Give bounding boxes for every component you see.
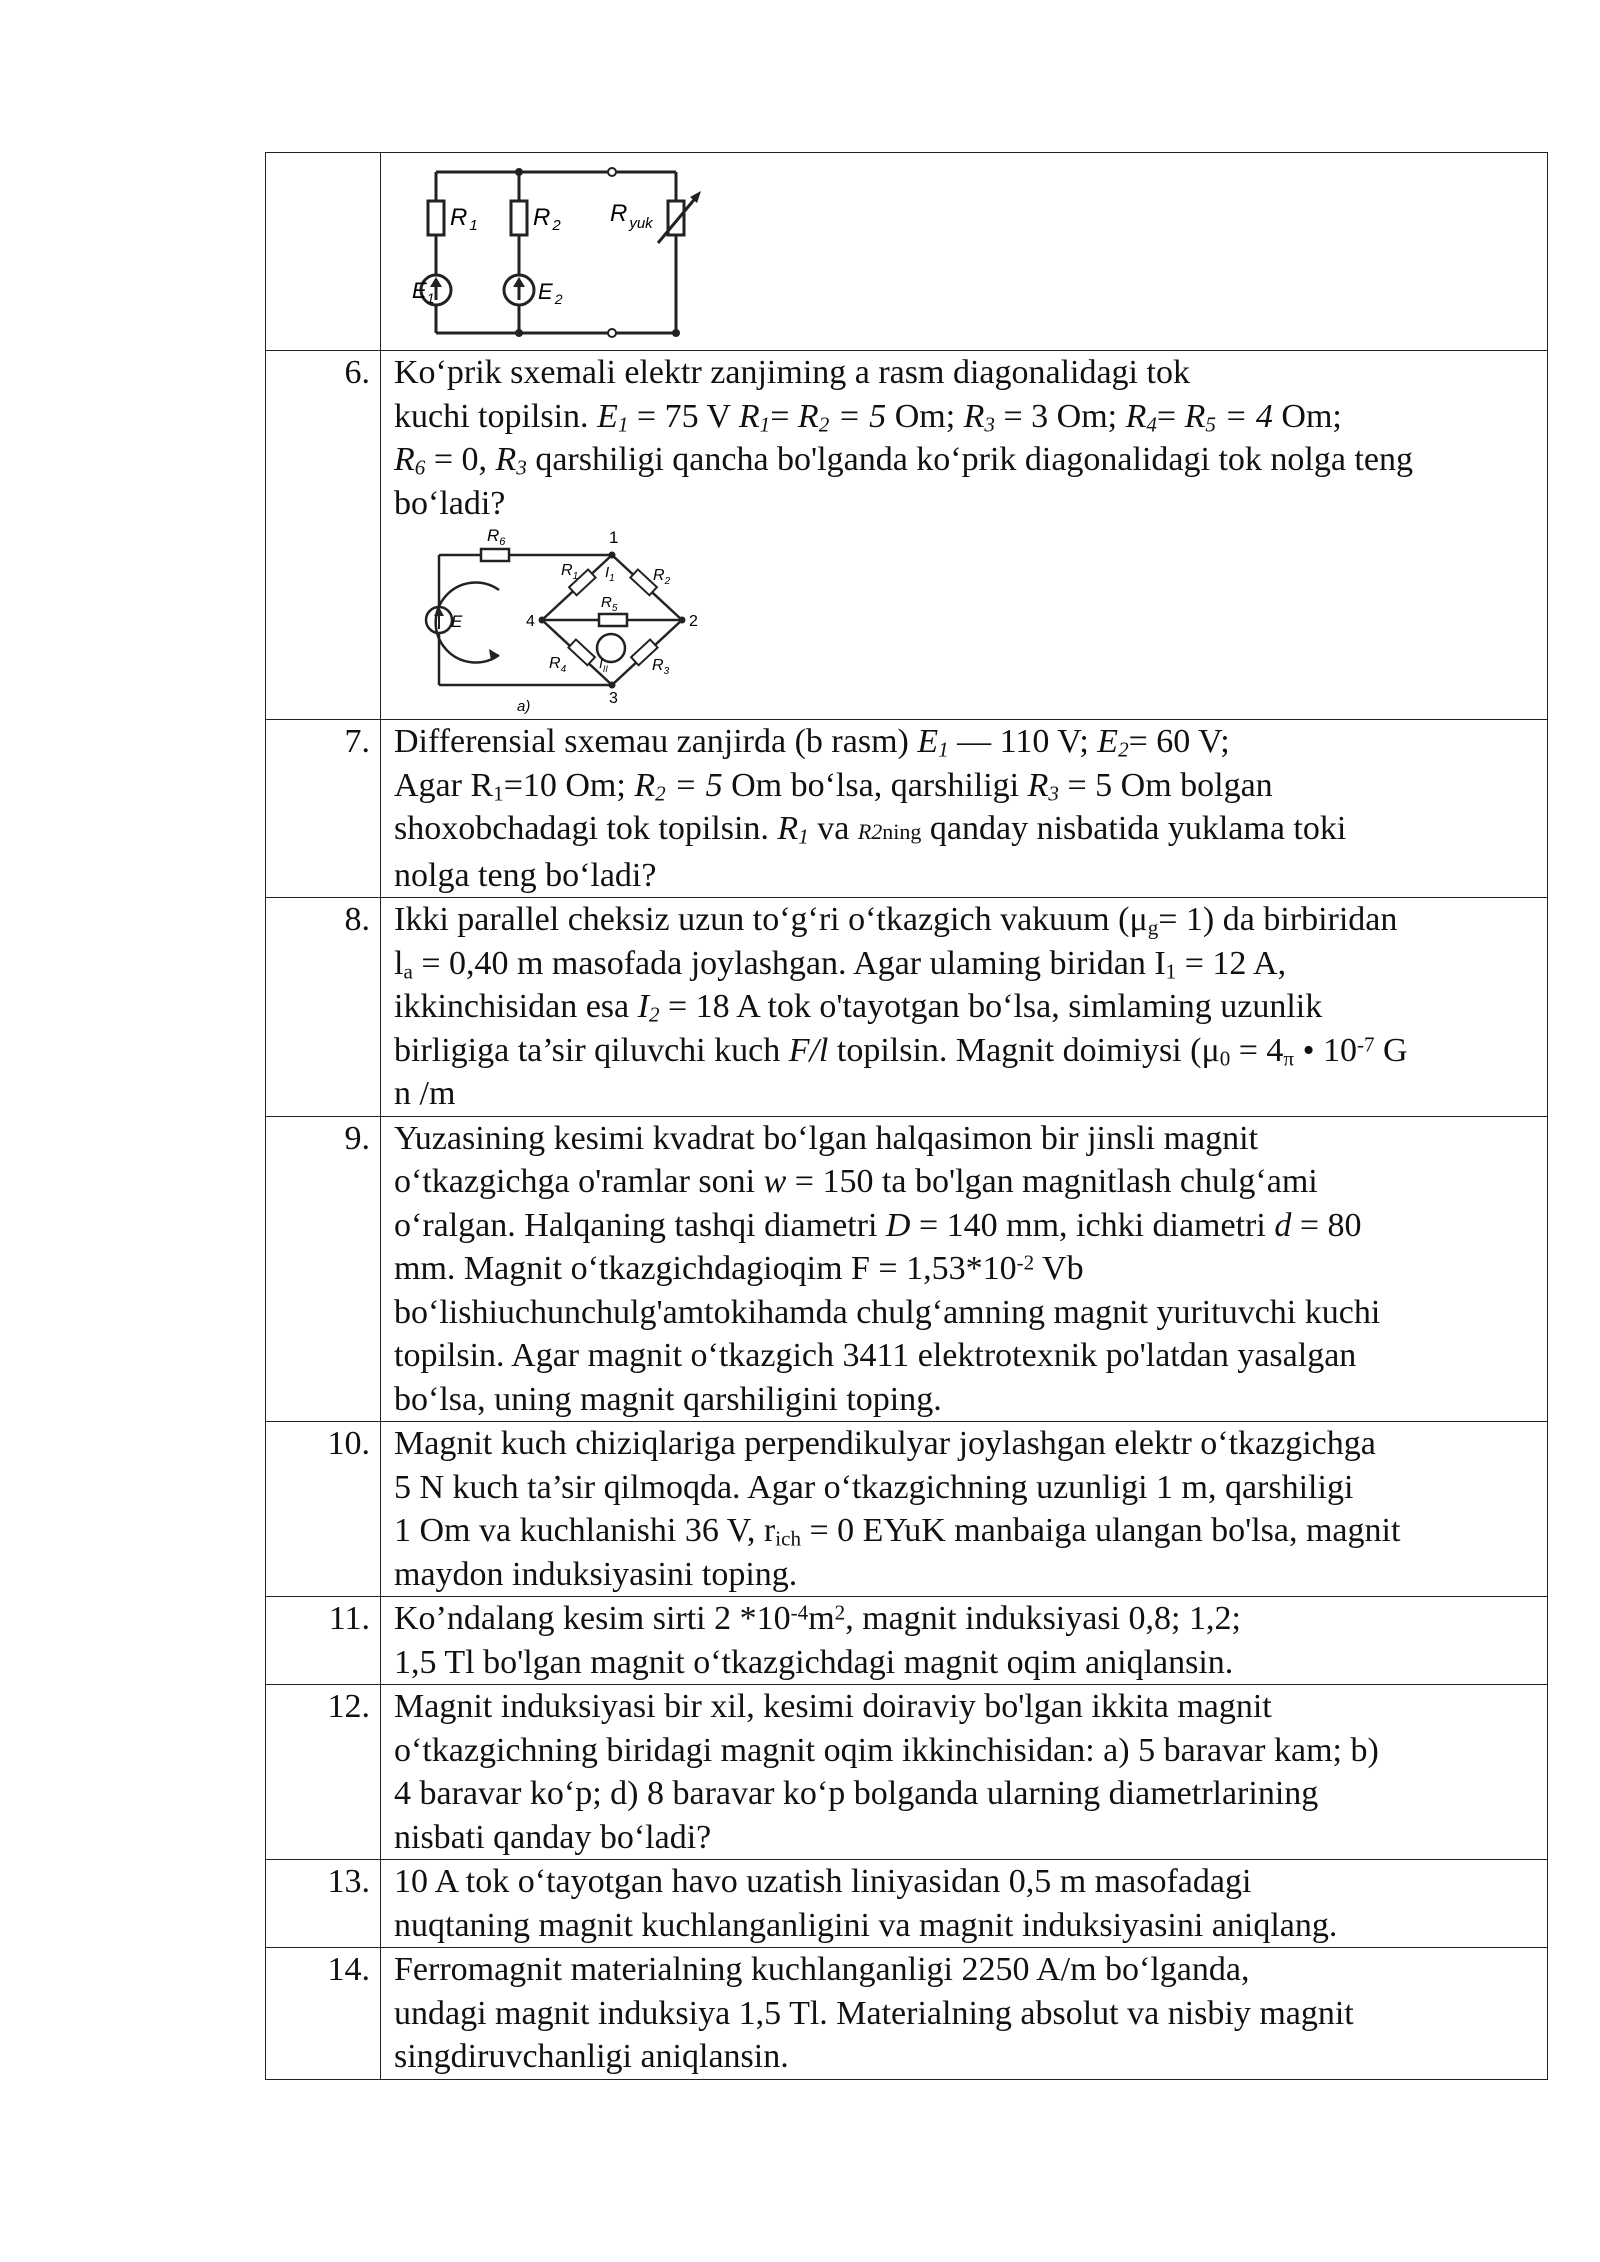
text-line: 5 N kuch ta’sir qilmoqda. Agar o‘tkazgichning uzunligi 1 m, qarshiligi bbox=[394, 1468, 1354, 1506]
e2-label: E $_2$ bbox=[538, 279, 563, 307]
node-4-label: 4 bbox=[526, 613, 535, 630]
r5-label: $R_5$ bbox=[601, 594, 618, 614]
tasks-table bbox=[265, 152, 1548, 2080]
table-row bbox=[266, 1860, 1548, 1948]
node-2-label: 2 bbox=[689, 613, 698, 630]
row-content bbox=[381, 1860, 1548, 1948]
table-row bbox=[266, 898, 1548, 1117]
row-content bbox=[381, 1116, 1548, 1422]
text-line: Agar $R_1=10$ Om; $R_2 = 5$ Om bo‘lsa, qarshiligi $R_3 = 5$ Om bolgan bbox=[394, 766, 1273, 806]
r1-label: R $_1$ bbox=[450, 204, 478, 234]
row-number: 14. bbox=[266, 1948, 381, 2080]
text-line: birligiga ta’sir qiluvchi kuch F/l topilsin. Magnit doimiysi ($\mu_0 = 4_\pi$ • $10^{-7}$ G bbox=[394, 1031, 1408, 1071]
text-line: Yuzasining kesimi kvadrat bo‘lgan halqasimon bir jinsli magnit bbox=[394, 1119, 1259, 1157]
r6-label: $R_6$ bbox=[487, 526, 506, 548]
row-number: 9. bbox=[266, 1116, 381, 1422]
text-line: $l_a = 0,40$ m masofada joylashgan. Agar ulaming biridan $I_1 = 12$ A, bbox=[394, 944, 1287, 984]
text-line: o‘tkazgichga o'ramlar soni w = 150 ta bo'lgan magnitlash chulg‘ami bbox=[394, 1163, 1318, 1200]
text-line: Ferromagnit materialning kuchlanganligi 2250 A/m bo‘lganda, bbox=[394, 1951, 1250, 1988]
row-content bbox=[381, 1685, 1548, 1860]
text-line: n /m bbox=[394, 1075, 456, 1112]
text-line: Ikki parallel cheksiz uzun to‘g‘ri o‘tkazgich vakuum $(\mu_g= 1)$ da birbiridan bbox=[394, 901, 1398, 940]
text-line: Differensial sxemau zanjirda (b rasm) $E_1$ — 110 V; $E_2= 60$ V; bbox=[394, 723, 1230, 762]
figure-caption: a) bbox=[517, 698, 531, 715]
parallel-circuit-diagram bbox=[414, 153, 744, 350]
text-line: topilsin. Agar magnit o‘tkazgich 3411 elektrotexnik po'latdan yasalgan bbox=[394, 1337, 1357, 1374]
table-row bbox=[266, 1948, 1548, 2080]
r2-label: R $_2$ bbox=[533, 204, 561, 234]
text-line: 1 Om va kuchlanishi 36 V, $r_{ich} = 0$ EYuK manbaiga ulangan bo'lsa, magnit bbox=[394, 1512, 1401, 1551]
text-line: 10 A tok o‘tayotgan havo uzatish liniyasidan 0,5 m masofadagi bbox=[394, 1863, 1252, 1900]
text-line: nuqtaning magnit kuchlanganligini va magnit induksiyasini aniqlang. bbox=[394, 1906, 1338, 1944]
table-row bbox=[266, 1685, 1548, 1860]
text-line: Magnit kuch chiziqlariga perpendikulyar joylashgan elektr o‘tkazgichga bbox=[394, 1425, 1376, 1462]
row-content bbox=[381, 1948, 1548, 2080]
table-row bbox=[266, 153, 1548, 351]
e1-label: $E_1$ bbox=[412, 278, 435, 306]
text-line: bo‘lishiuchunchulg'amtokihamda chulg‘amning magnit yurituvchi kuchi bbox=[394, 1293, 1381, 1331]
text-line: undagi magnit induksiya 1,5 Tl. Materialning absolut va nisbiy magnit bbox=[394, 1994, 1354, 2032]
r4-label: $R_4$ bbox=[549, 655, 567, 675]
row-number: 8. bbox=[266, 898, 381, 1117]
text-line: maydon induksiyasini toping. bbox=[394, 1555, 798, 1593]
row-number: 6. bbox=[266, 351, 381, 720]
node-1-label: 1 bbox=[609, 528, 619, 547]
table-row bbox=[266, 1422, 1548, 1597]
table-row bbox=[266, 1597, 1548, 1685]
bridge-circuit-diagram bbox=[409, 525, 709, 715]
text-line: nolga teng bo‘ladi? bbox=[394, 856, 657, 894]
row-number bbox=[266, 153, 381, 351]
text-line: nisbati qanday bo‘ladi? bbox=[394, 1818, 712, 1856]
text-line: $R_6 = 0$, $R_3$ qarshiligi qancha bo'lganda ko‘prik diagonalidagi tok nolga teng bbox=[394, 441, 1413, 480]
r2-label: $R_2$ bbox=[653, 567, 671, 587]
r1-label: $R_1$ bbox=[561, 562, 579, 582]
text-line: ikkinchisidan esa $I_2 = 18$ A tok o'tayotgan bo‘lsa, simlaming uzunlik bbox=[394, 988, 1323, 1027]
row-content bbox=[381, 351, 1548, 720]
e-label: E bbox=[451, 612, 463, 631]
text-line: o‘tkazgichning biridagi magnit oqim ikkinchisidan: a) 5 baravar kam; b) bbox=[394, 1731, 1379, 1769]
r3-label: $R_3$ bbox=[652, 657, 670, 677]
node-3-label: 3 bbox=[609, 690, 618, 707]
row-content bbox=[381, 720, 1548, 898]
i1-label: $I_1$ bbox=[605, 564, 615, 584]
text-line: shoxobchadagi tok topilsin. $R_1$ va R2ning qanday nisbatida yuklama toki bbox=[394, 810, 1347, 849]
text-line: 1,5 Tl bo'lgan magnit o‘tkazgichdagi magnit oqim aniqlansin. bbox=[394, 1643, 1234, 1681]
text-line: bo‘ladi? bbox=[394, 484, 506, 522]
row-content bbox=[381, 1422, 1548, 1597]
row-number: 7. bbox=[266, 720, 381, 898]
row-number: 11. bbox=[266, 1597, 381, 1685]
table-row bbox=[266, 351, 1548, 720]
ryuk-label: R $_{yuk}$ bbox=[610, 200, 653, 232]
i2-label: $I_{II}$ bbox=[599, 655, 608, 674]
text-line: kuchi topilsin. $E_1 = 75$ V $R_1= R_2 = 5$ Om; $R_3 = 3$ Om; $R_4= R_5 = 4$ Om; bbox=[394, 397, 1342, 437]
table-row bbox=[266, 1116, 1548, 1422]
text-line: o‘ralgan. Halqaning tashqi diametri D = 140 mm, ichki diametri d = 80 bbox=[394, 1206, 1362, 1244]
row-number: 10. bbox=[266, 1422, 381, 1597]
text-line: Magnit induksiyasi bir xil, kesimi doiraviy bo'lgan ikkita magnit bbox=[394, 1688, 1272, 1725]
row-content bbox=[381, 898, 1548, 1117]
text-line: bo‘lsa, uning magnit qarshiligini toping. bbox=[394, 1380, 942, 1418]
row-content bbox=[381, 1597, 1548, 1685]
text-line: mm. Magnit o‘tkazgichdagioqim $F = 1,53*10^{-2}$ Vb bbox=[394, 1250, 1084, 1287]
row-number: 12. bbox=[266, 1685, 381, 1860]
text-line: singdiruvchanligi aniqlansin. bbox=[394, 2038, 789, 2075]
text-line: Ko‘prik sxemali elektr zanjiming a rasm diagonalidagi tok bbox=[394, 354, 1190, 391]
table-row bbox=[266, 720, 1548, 898]
text-line: 4 baravar ko‘p; d) 8 baravar ko‘p bolganda ularning diametrlarining bbox=[394, 1775, 1319, 1812]
text-line: Ko’ndalang kesim sirti 2 $*10^{-4}m^2$, magnit induksiyasi 0,8; 1,2; bbox=[394, 1600, 1241, 1637]
row-content bbox=[381, 153, 1548, 351]
row-number: 13. bbox=[266, 1860, 381, 1948]
